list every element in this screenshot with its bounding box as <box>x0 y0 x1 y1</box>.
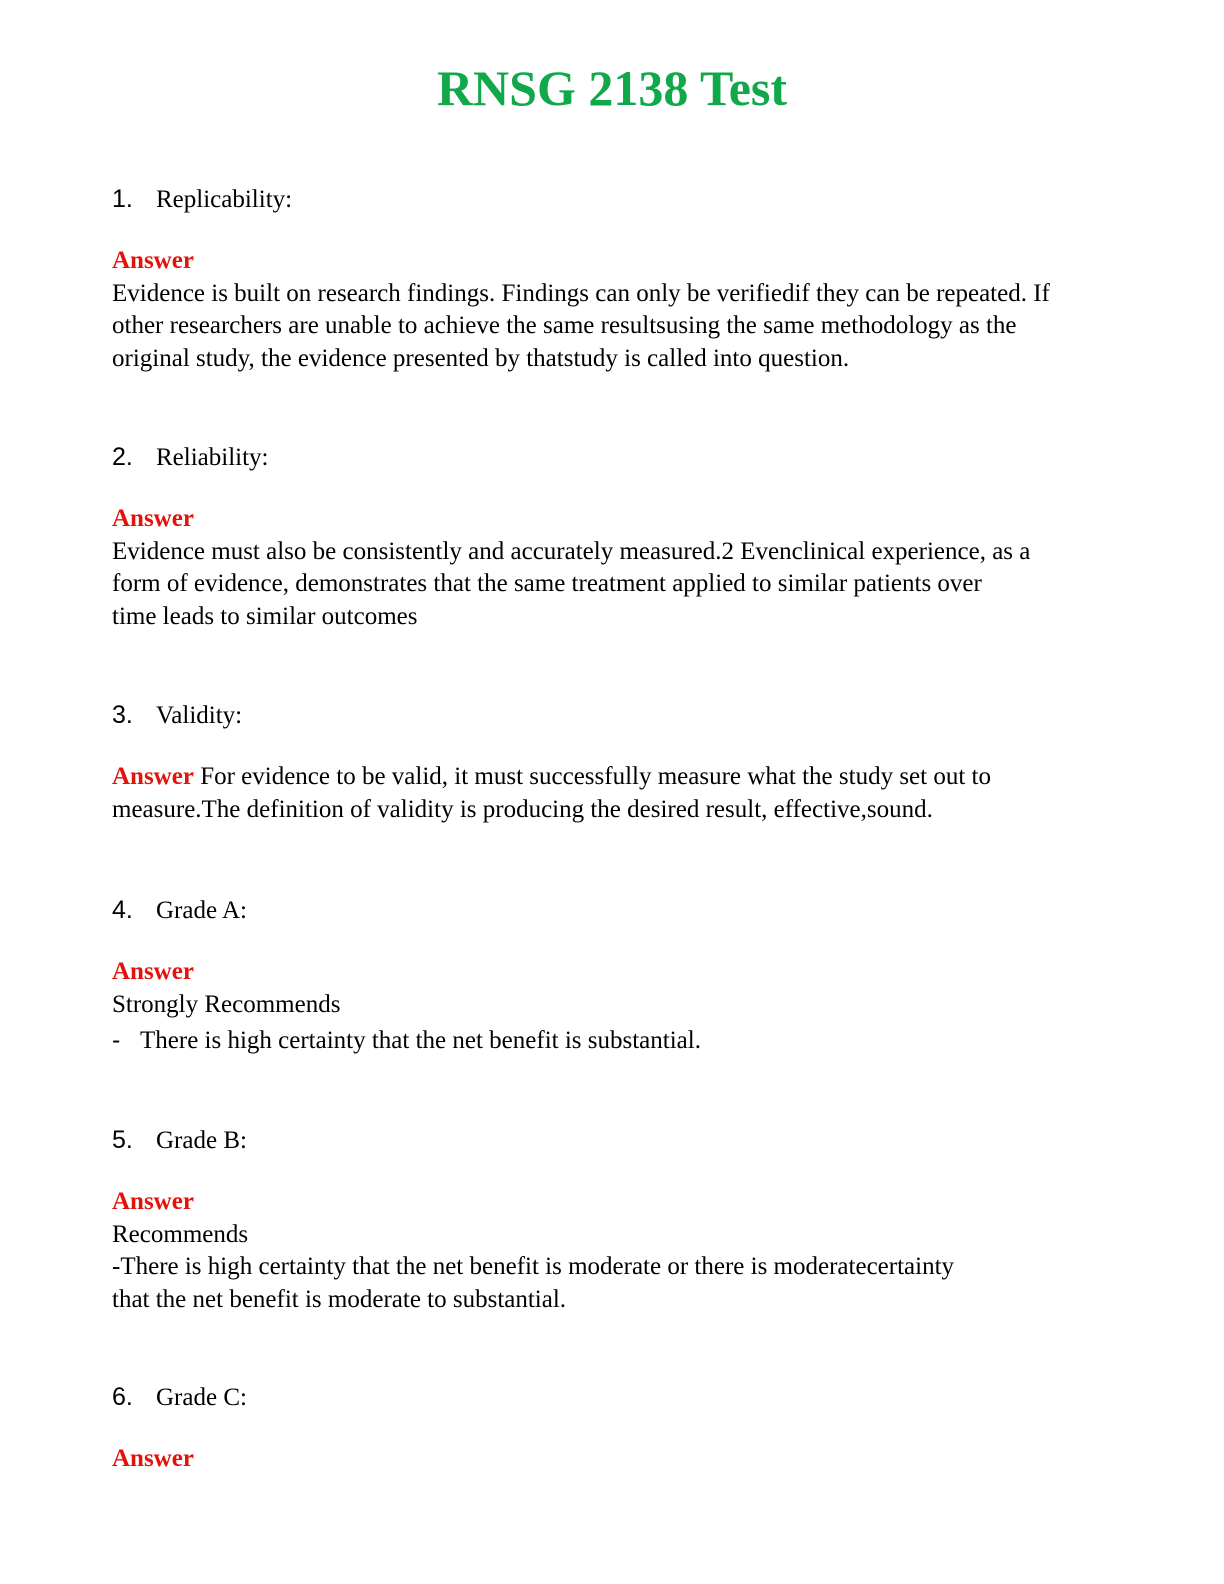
question-heading <box>112 699 1122 731</box>
answer-block <box>112 245 1122 375</box>
answer-text-line: Recommends <box>112 1220 249 1248</box>
bullet-text: There is high certainty that the net benefit is substantial. <box>140 1027 701 1054</box>
answer-label: Answer <box>112 763 194 790</box>
question-5 <box>112 1124 1122 1316</box>
question-heading <box>112 1124 1122 1156</box>
question-number: 5. <box>112 1126 133 1154</box>
answer-text-line: original study, the evidence presented by thatstudy is called into question. <box>112 344 850 372</box>
answer-text-line: Strongly Recommends <box>112 990 341 1018</box>
question-label: Grade C: <box>156 1384 247 1411</box>
question-number: 3. <box>112 701 133 729</box>
question-number: 2. <box>112 443 133 471</box>
question-label: Replicability: <box>156 186 293 213</box>
question-heading <box>112 441 1122 473</box>
answer-text-line <box>112 761 1122 794</box>
question-6 <box>112 1381 1122 1476</box>
answer-label: Answer <box>112 247 194 274</box>
answer-label: Answer <box>112 1445 194 1472</box>
question-number: 4. <box>112 896 133 924</box>
bullet-item <box>112 1024 1122 1058</box>
question-heading <box>112 183 1122 215</box>
answer-block <box>112 1186 1122 1316</box>
answer-block <box>112 1443 1122 1476</box>
document-title: RNSG 2138 Test <box>436 60 788 116</box>
answer-text-line: measure.The definition of validity is producing the desired result, effective,sound. <box>112 795 933 823</box>
question-label: Grade B: <box>156 1127 247 1154</box>
answer-block <box>112 956 1122 1058</box>
question-heading <box>112 1381 1122 1413</box>
answer-label: Answer <box>112 958 194 985</box>
question-4 <box>112 894 1122 1058</box>
answer-text-line: Evidence must also be consistently and accurately measured.2 Evenclinical experience, as a <box>112 537 1031 565</box>
answer-inline-text: For evidence to be valid, it must successfully measure what the study set out to <box>200 763 991 790</box>
answer-text-line: time leads to similar outcomes <box>112 602 418 630</box>
question-number: 6. <box>112 1383 133 1411</box>
answer-label: Answer <box>112 1188 194 1215</box>
question-number: 1. <box>112 185 133 213</box>
question-1 <box>112 183 1122 375</box>
question-2 <box>112 441 1122 633</box>
question-heading <box>112 894 1122 926</box>
question-3 <box>112 699 1122 826</box>
answer-text-line: that the net benefit is moderate to substantial. <box>112 1285 567 1313</box>
answer-text-line: form of evidence, demonstrates that the same treatment applied to similar patients over <box>112 570 982 597</box>
answer-block <box>112 761 1122 826</box>
answer-label: Answer <box>112 505 194 532</box>
answer-text-line: -There is high certainty that the net benefit is moderate or there is moderatecertainty <box>112 1253 955 1280</box>
answer-block <box>112 503 1122 633</box>
answer-text-line: Evidence is built on research findings. Findings can only be verifiedif they can be repeated. If <box>112 279 1050 307</box>
question-label: Validity: <box>156 702 243 729</box>
bullet-dash: - <box>112 1026 121 1054</box>
question-label: Grade A: <box>156 897 247 924</box>
question-label: Reliability: <box>156 444 269 471</box>
answer-text-line: other researchers are unable to achieve the same resultsusing the same methodology as the <box>112 312 1017 339</box>
